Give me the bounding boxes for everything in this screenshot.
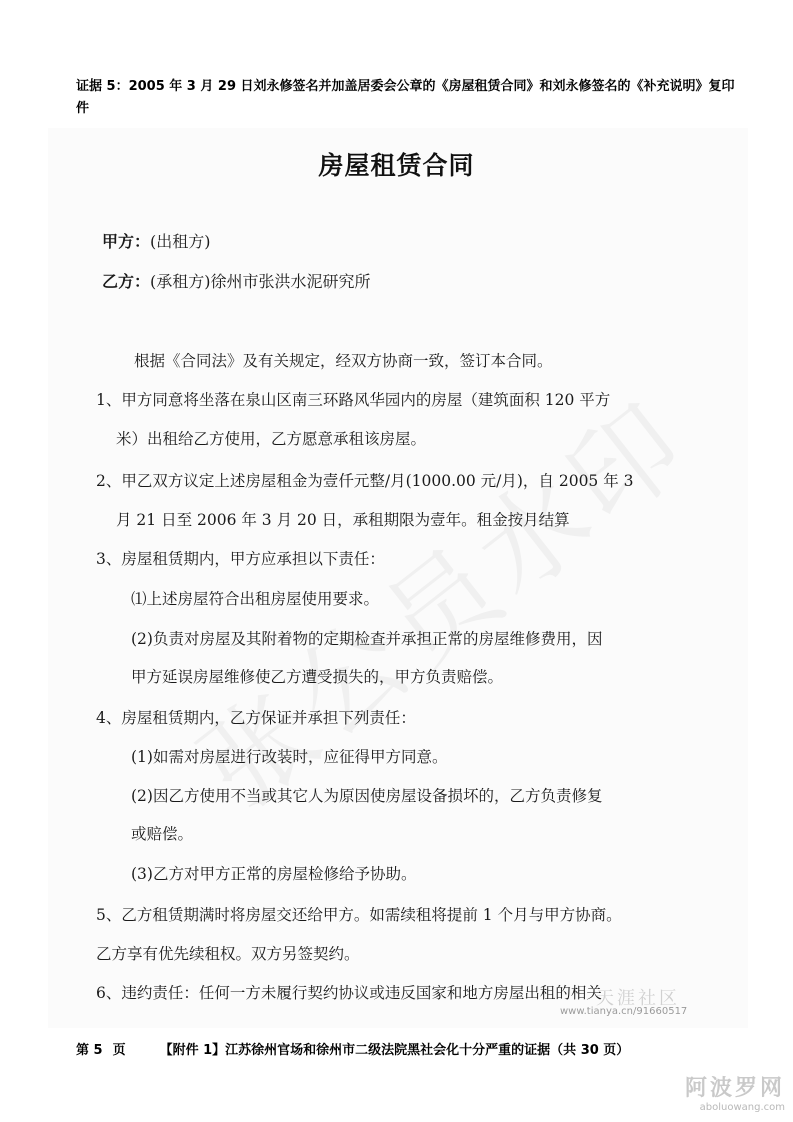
contract-preamble: 根据《合同法》及有关规定，经双方协商一致，签订本合同。 xyxy=(134,352,553,370)
party-b xyxy=(102,269,371,292)
tianya-logo: 天涯社区 xyxy=(596,988,680,1009)
clause-2-line-2: 月 21 日至 2006 年 3 月 20 日，承租期限为壹年。租金按月结算 xyxy=(116,511,570,529)
footer-annex-text: 【附件 1】江苏徐州官场和徐州市二级法院黑社会化十分严重的证据（共 30 页） xyxy=(159,1043,630,1058)
site-watermark xyxy=(685,1076,785,1113)
party-a-label: 甲方： xyxy=(102,232,151,251)
party-b-value: (承租方)徐州市张洪水泥研究所 xyxy=(150,272,371,291)
clause-3-heading: 3、房屋租赁期内，甲方应承担以下责任： xyxy=(96,550,385,568)
evidence-caption: 证据 5：2005 年 3 月 29 日刘永修签名并加盖居委会公章的《房屋租赁合同》和刘永修签名的《补充说明》复印件 xyxy=(76,79,735,116)
clause-2-line-1: 2、甲乙双方议定上述房屋租金为壹仟元整/月(1000.00 元/月)，自 2005 年 3 xyxy=(96,472,634,490)
clause-5-line-2: 乙方享有优先续租权。双方另签契约。 xyxy=(96,945,360,963)
clause-4-item-1: (1)如需对房屋进行改装时，应征得甲方同意。 xyxy=(131,748,448,766)
clause-4-heading: 4、房屋租赁期内，乙方保证并承担下列责任： xyxy=(96,709,416,727)
clause-4-item-2-line-2: 或赔偿。 xyxy=(131,825,194,843)
clause-5-line-1: 5、乙方租赁期满时将房屋交还给甲方。如需续租将提前 1 个月与甲方协商。 xyxy=(96,906,622,924)
scanned-contract xyxy=(48,128,748,1028)
party-b-label: 乙方： xyxy=(102,272,151,291)
clause-4-item-2-line-1: (2)因乙方使用不当或其它人为原因使房屋设备损坏的，乙方负责修复 xyxy=(131,787,603,805)
page-footer xyxy=(76,1039,756,1058)
party-a xyxy=(102,229,211,252)
contract-title: 房屋租赁合同 xyxy=(318,151,475,180)
page-number: 第 5 页 xyxy=(76,1043,126,1058)
site-name-en: aboluowang.com xyxy=(699,1102,785,1113)
clause-6-line-1: 6、违约责任：任何一方未履行契约协议或违反国家和地方房屋出租的相关 xyxy=(96,984,602,1002)
clause-3-item-1: ⑴上述房屋符合出租房屋使用要求。 xyxy=(131,590,380,608)
clause-1-line-1: 1、甲方同意将坐落在泉山区南三环路风华园内的房屋（建筑面积 120 平方 xyxy=(96,391,611,409)
clause-3-item-2-line-1: (2)负责对房屋及其附着物的定期检查并承担正常的房屋维修费用，因 xyxy=(131,630,603,648)
clause-4-item-3: (3)乙方对甲方正常的房屋检修给予协助。 xyxy=(131,865,417,883)
site-name-cn: 阿波罗网 xyxy=(684,1076,785,1101)
clause-3-item-2-line-2: 甲方延误房屋维修使乙方遭受损失的，甲方负责赔偿。 xyxy=(131,668,504,686)
clause-1-line-2: 米）出租给乙方使用，乙方愿意承租该房屋。 xyxy=(116,430,427,448)
tianya-url: www.tianya.cn/91660517 xyxy=(560,1006,688,1017)
party-a-value: (出租方) xyxy=(150,232,211,251)
